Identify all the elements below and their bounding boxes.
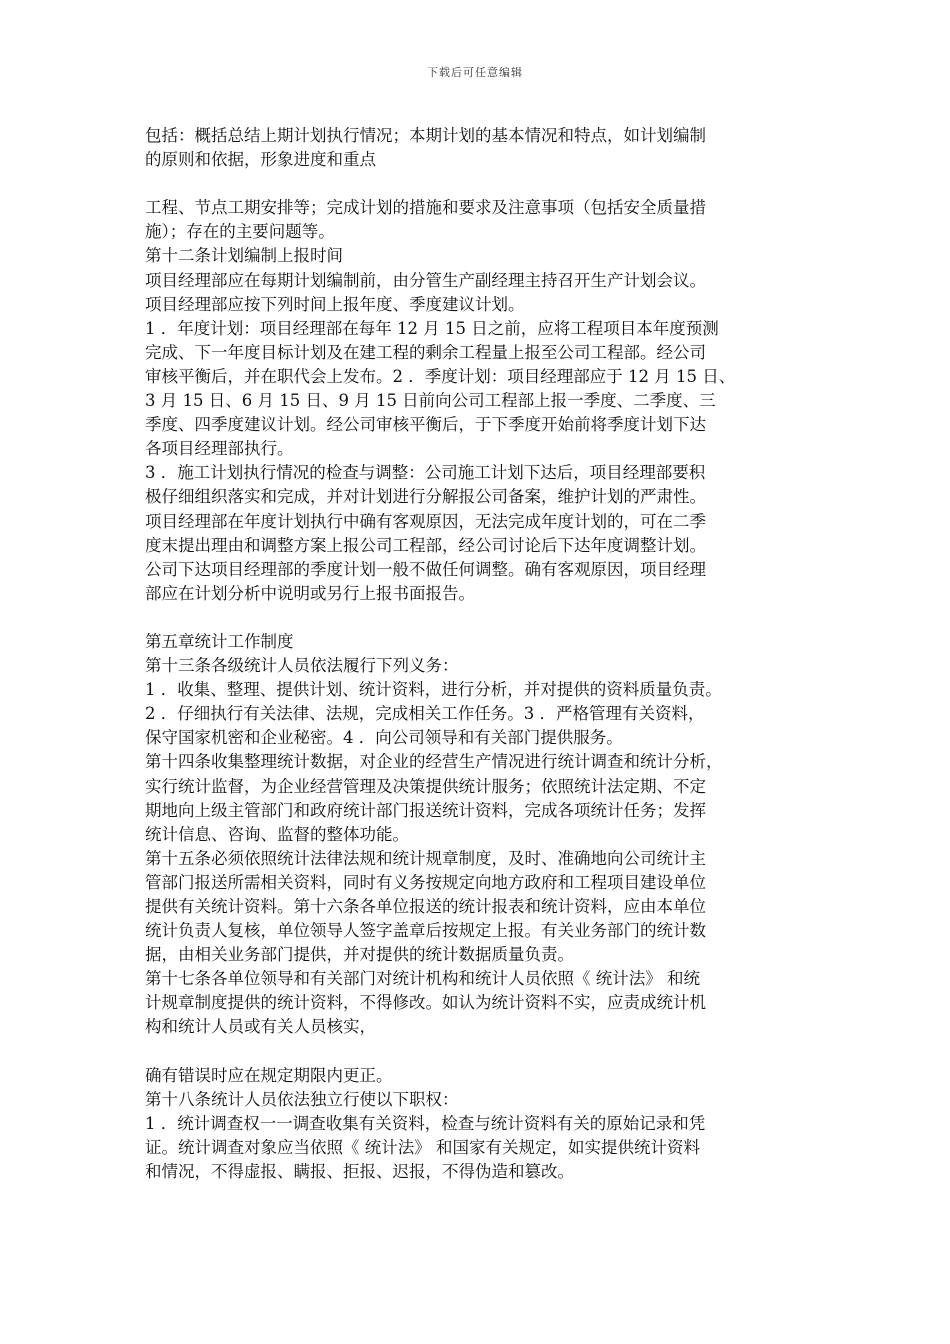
text-line: 统计负责人复核，单位领导人签字盖章后按规定上报。有关业务部门的统计数 bbox=[145, 921, 706, 941]
text-line: 施）；存在的主要问题等。 bbox=[145, 222, 335, 242]
text-line: 构和统计人员或有关人员核实， bbox=[145, 1017, 376, 1037]
text-line: 第十二条计划编制上报时间 bbox=[145, 246, 343, 266]
text-line: 第十五条必须依照统计法律法规和统计规章制度，及时、准确地向公司统计主 bbox=[145, 848, 706, 868]
text-line: 保守国家机密和企业秘密。4 ．向公司领导和有关部门提供服务。 bbox=[145, 728, 623, 748]
text-line: 提供有关统计资料。第十六条各单位报送的统计报表和统计资料，应由本单位 bbox=[145, 897, 706, 916]
text-line: 3 ．施工计划执行情况的检查与调整：公司施工计划下达后，项目经理部要积 bbox=[145, 463, 706, 483]
text-line: 1 ．收集、整理、提供计划、统计资料，进行分析，并对提供的资料质量负责。 bbox=[145, 680, 722, 700]
text-line: 3 月 15 日、6 月 15 日、9 月 15 日前向公司工程部上报一季度、二季度、三 bbox=[145, 391, 716, 411]
text-line: 度末提出理由和调整方案上报公司工程部，经公司讨论后下达年度调整计划。 bbox=[145, 535, 706, 555]
text-line: 第十七条各单位领导和有关部门对统计机构和统计人员依照《 统计法》 和统 bbox=[145, 969, 700, 989]
text-line: 部应在计划分析中说明或另行上报书面报告。 bbox=[145, 583, 475, 603]
text-line: 极仔细组织落实和完成，并对计划进行分解报公司备案，维护计划的严肃性。 bbox=[145, 487, 706, 507]
text-line: 2 ．仔细执行有关法律、法规，完成相关工作任务。3 ．严格管理有关资料， bbox=[145, 704, 705, 724]
text-line: 各项目经理部执行。 bbox=[145, 439, 294, 459]
paragraph-gap bbox=[145, 1040, 825, 1064]
text-line: 1 ．统计调查权一一调查收集有关资料，检查与统计资料有关的原始记录和凭 bbox=[145, 1113, 706, 1133]
text-line: 包括：概括总结上期计划执行情况；本期计划的基本情况和特点，如计划编制 bbox=[145, 126, 706, 145]
text-line: 第五章统计工作制度 bbox=[145, 631, 294, 651]
text-line: 和情况，不得虚报、瞒报、拒报、迟报，不得伪造和篡改。 bbox=[145, 1162, 574, 1182]
text-line: 工程、节点工期安排等；完成计划的措施和要求及注意事项（包括安全质量措 bbox=[145, 198, 706, 218]
text-line: 审核平衡后，并在职代会上发布。2 ．季度计划：项目经理部应于 12 月 15 日、 bbox=[145, 366, 736, 386]
text-line: 确有错误时应在规定期限内更正。 bbox=[145, 1065, 393, 1085]
text-line: 期地向上级主管部门和政府统计部门报送统计资料，完成各项统计任务；发挥 bbox=[145, 800, 706, 820]
paragraph-gap bbox=[145, 606, 825, 630]
text-line: 管部门报送所需相关资料，同时有义务按规定向地方政府和工程项目建设单位 bbox=[145, 872, 706, 892]
paragraph-gap bbox=[145, 172, 825, 196]
text-line: 项目经理部在年度计划执行中确有客观原因，无法完成年度计划的，可在二季 bbox=[145, 511, 706, 531]
page-header: 下载后可任意编辑 bbox=[427, 66, 523, 79]
text-line: 季度、四季度建议计划。经公司审核平衡后，于下季度开始前将季度计划下达 bbox=[145, 415, 706, 435]
text-line: 完成、下一年度目标计划及在建工程的剩余工程量上报至公司工程部。经公司 bbox=[145, 342, 706, 362]
text-line: 第十八条统计人员依法独立行使以下职权： bbox=[145, 1089, 459, 1109]
text-line: 第十四条收集整理统计数据，对企业的经营生产情况进行统计调查和统计分析， bbox=[145, 752, 723, 772]
text-line: 第十三条各级统计人员依法履行下列义务： bbox=[145, 656, 459, 676]
text-line: 公司下达项目经理部的季度计划一般不做任何调整。确有客观原因，项目经理 bbox=[145, 559, 706, 579]
text-line: 统计信息、咨询、监督的整体功能。 bbox=[145, 824, 409, 844]
text-line: 项目经理部应在每期计划编制前，由分管生产副经理主持召开生产计划会议。 bbox=[145, 270, 706, 290]
text-line: 证。统计调查对象应当依照《 统计法》 和国家有关规定，如实提供统计资料 bbox=[145, 1137, 700, 1157]
text-line: 项目经理部应按下列时间上报年度、季度建议计划。 bbox=[145, 294, 525, 314]
document-body bbox=[145, 124, 825, 1184]
text-line: 计规章制度提供的统计资料，不得修改。如认为统计资料不实，应责成统计机 bbox=[145, 993, 706, 1013]
text-line: 实行统计监督，为企业经营管理及决策提供统计服务；依照统计法定期、不定 bbox=[145, 776, 706, 796]
text-line: 据，由相关业务部门提供，并对提供的统计数据质量负责。 bbox=[145, 945, 574, 965]
text-line: 1 ．年度计划：项目经理部在每年 12 月 15 日之前，应将工程项目本年度预测 bbox=[145, 318, 719, 338]
text-line: 的原则和依据，形象进度和重点 bbox=[145, 150, 376, 170]
